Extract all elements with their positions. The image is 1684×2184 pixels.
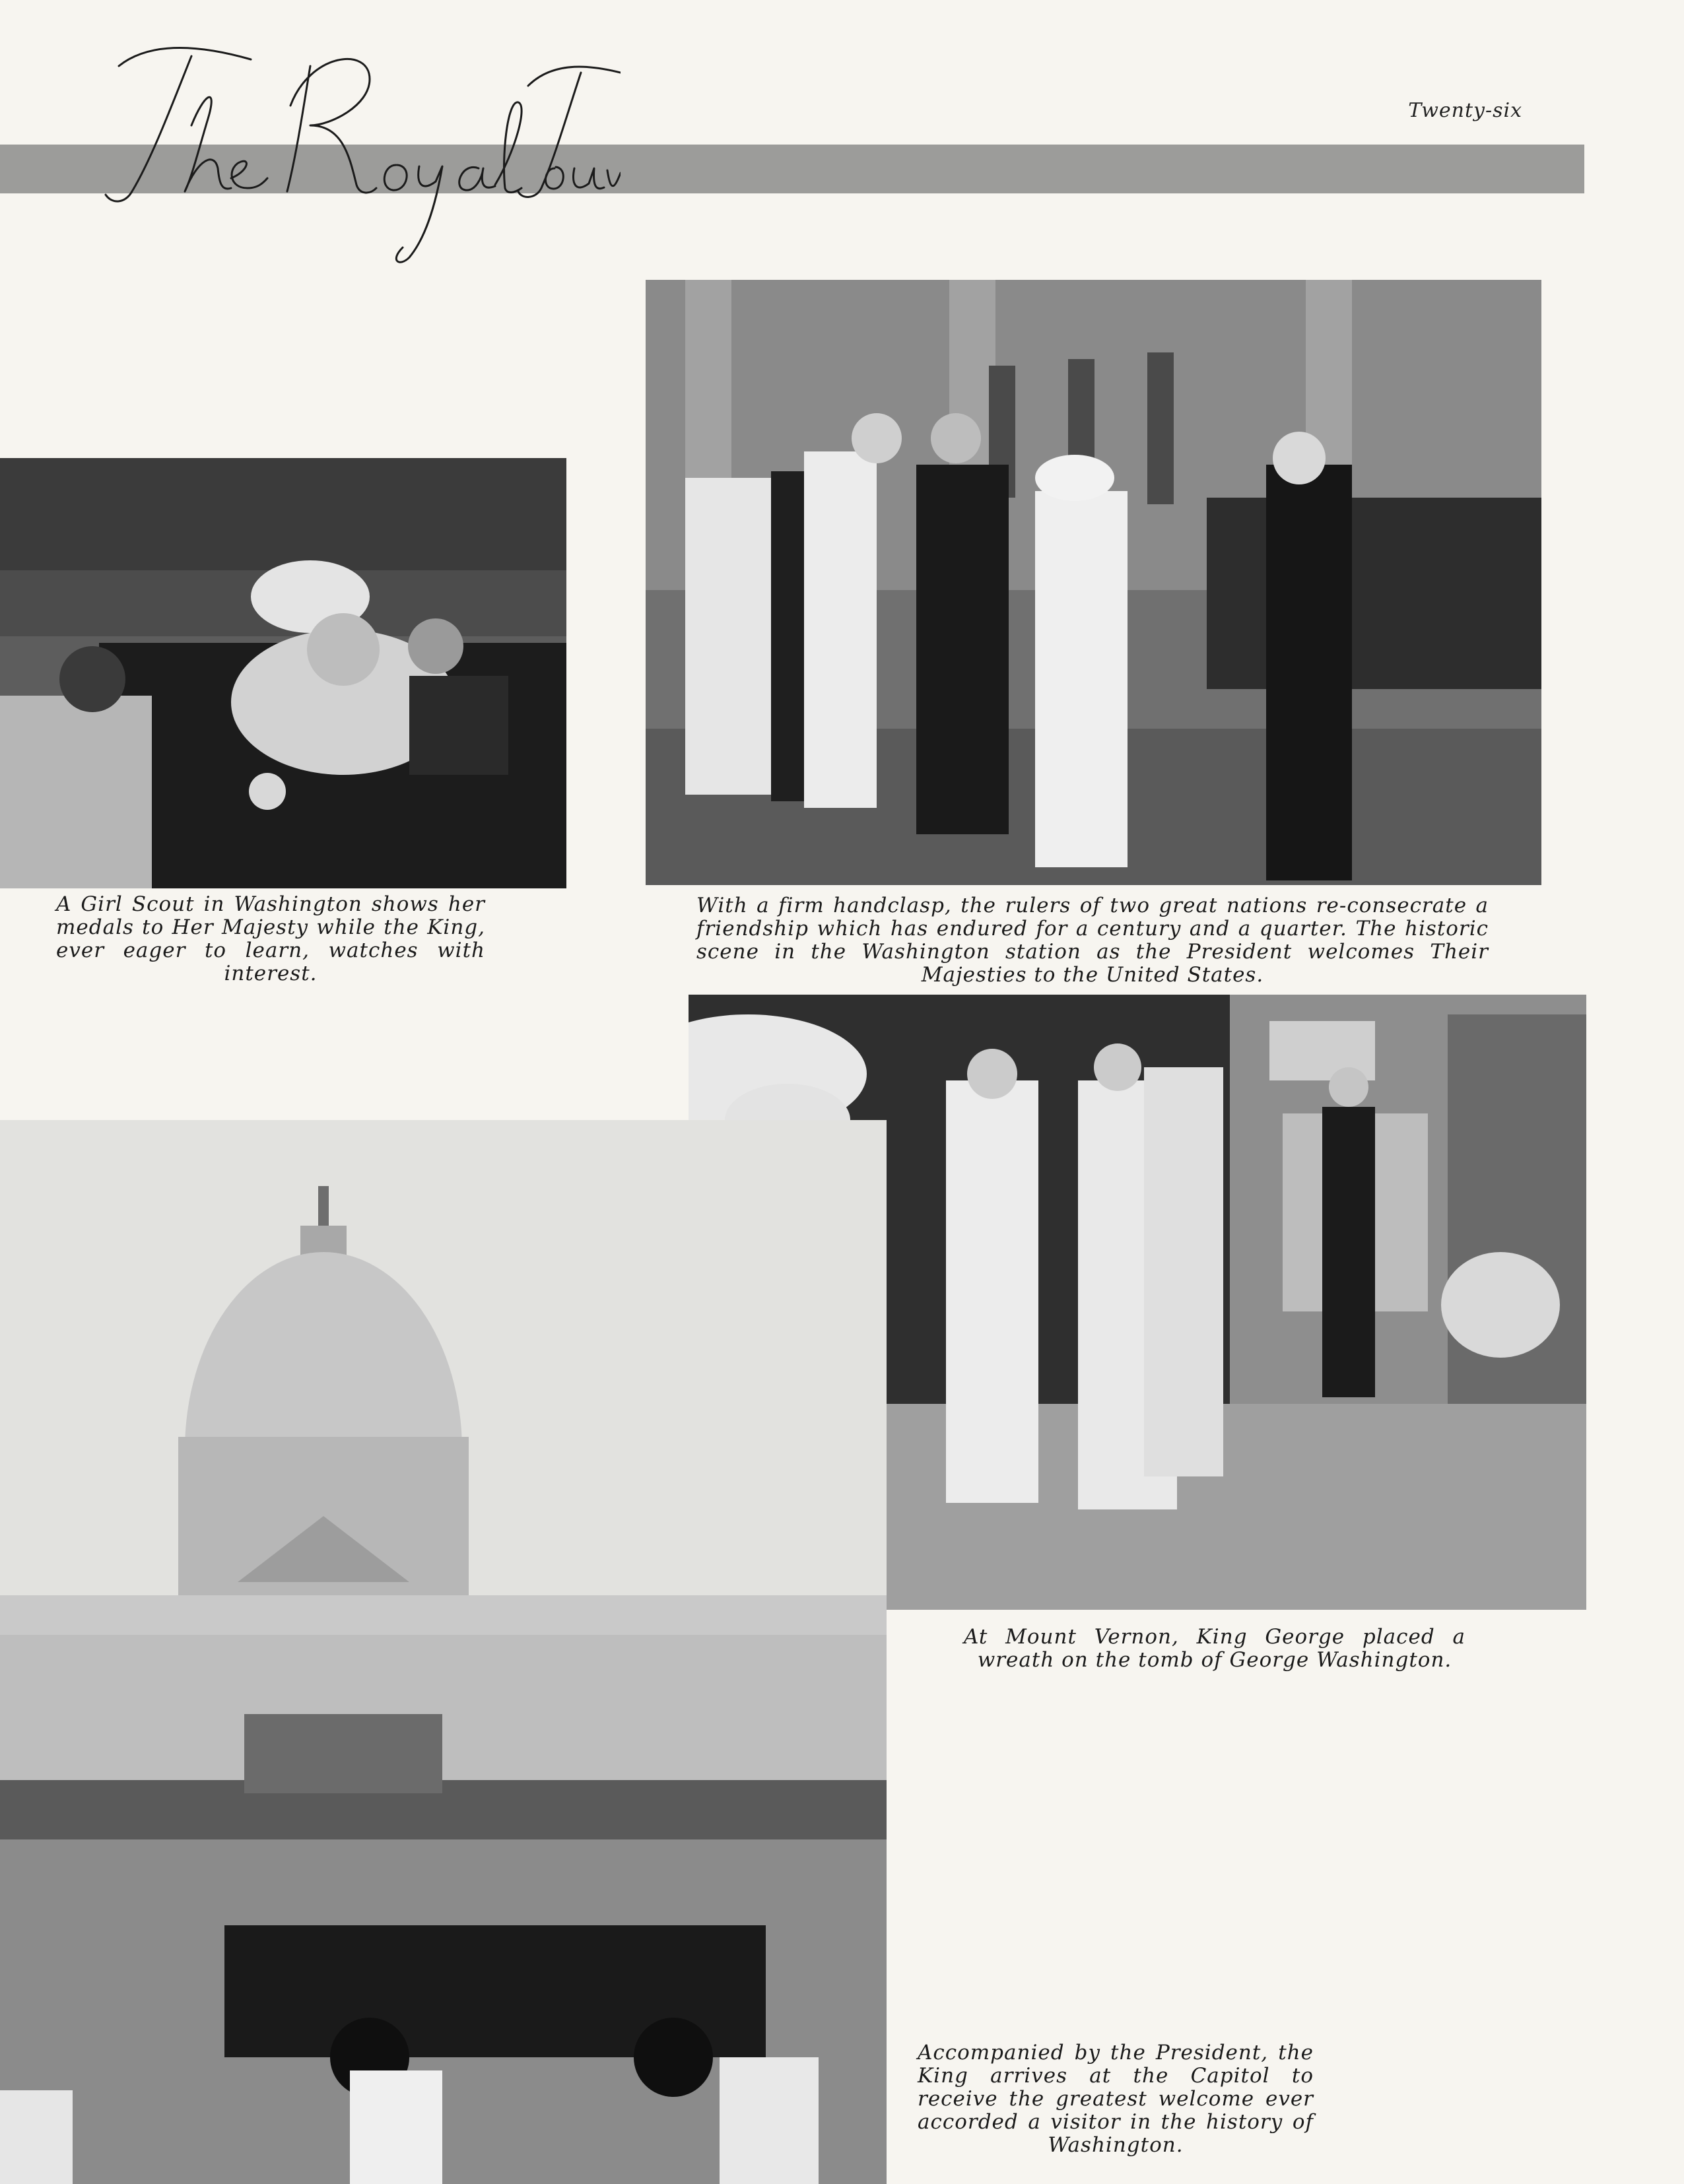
caption-girl-scout: A Girl Scout in Washington shows her medals to Her Majesty while the King, ever eager to learn, watches with interest.	[56, 892, 485, 985]
page-number: Twenty-six	[1408, 99, 1522, 122]
caption-handclasp: With a firm handclasp, the rulers of two great nations re-consecrate a friendship which has endured for a century and a quarter. The historic scene in the Washington station as the President welcomes Their Majesties to the United States.	[696, 894, 1489, 987]
caption-mount-vernon: At Mount Vernon, King George placed a wreath on the tomb of George Washington.	[964, 1625, 1465, 1672]
caption-capitol: Accompanied by the President, the King arrives at the Capitol to receive the greatest welcome ever accorded a visitor in the history of Washington.	[918, 2041, 1314, 2157]
royal-tour-script-title	[92, 26, 621, 271]
photo-handclasp	[646, 280, 1541, 885]
photo-capitol	[0, 1120, 887, 2184]
photo-girl-scout	[0, 458, 566, 888]
